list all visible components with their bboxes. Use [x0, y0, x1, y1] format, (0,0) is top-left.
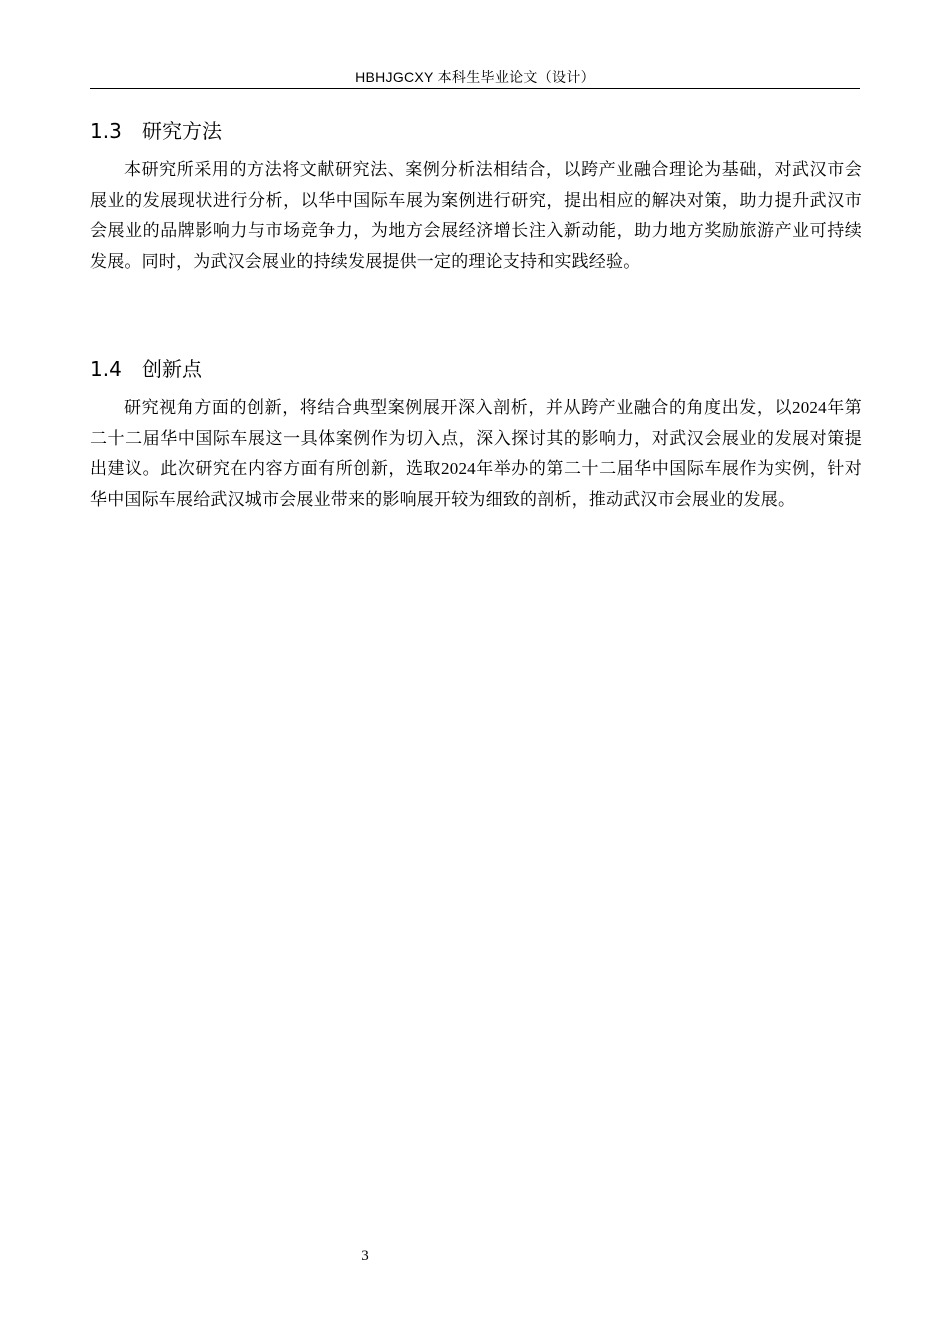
paragraph-text: 本研究所采用的方法将文献研究法、案例分析法相结合，以跨产业融合理论为基础，对武汉市会展业的发展现状进行分析，以华中国际车展为案例进行研究，	[90, 160, 862, 210]
section-heading	[90, 117, 862, 145]
header-title: HBHJGCXY 本科生毕业论文（设计）	[355, 69, 595, 85]
paragraph-emphasis: 提出	[563, 190, 600, 211]
section-title: 研究方法	[142, 119, 222, 143]
section-heading	[90, 355, 862, 383]
section-innovation	[90, 355, 862, 515]
page-number: 3	[361, 1248, 369, 1264]
section-paragraph: 研究视角方面的创新，将结合典型案例展开深入剖析，并从跨产业融合的角度出发，以2024年第二十二届华中国际车展这一具体案例作为切入点，深入探讨其的影响力，对武汉会展业的发展对策提出建议。此次研究在内容方面有所创新，选取2024年举办的第二十二届华中国际车展作为实例，针对华中国际车展给武汉城市会展业带来的影响展开较为细致的剖析，推动武汉市会展业的发展。	[90, 398, 862, 509]
section-number: 1.4	[90, 357, 122, 381]
section-paragraph	[90, 155, 862, 277]
paragraph-text: 相应的解决对策，助力提升武汉市会展业的品牌影响力与市场竞争力，为地方会展经济增长注入新动能，助力地方奖励旅游产业可持续发展。同时，为武汉会展业的持续发展提供一定的理论支持和实践经验。	[90, 190, 862, 271]
section-number: 1.3	[90, 119, 122, 143]
section-title: 创新点	[142, 357, 202, 381]
section-research-methods	[90, 117, 862, 277]
page-header	[90, 66, 860, 89]
